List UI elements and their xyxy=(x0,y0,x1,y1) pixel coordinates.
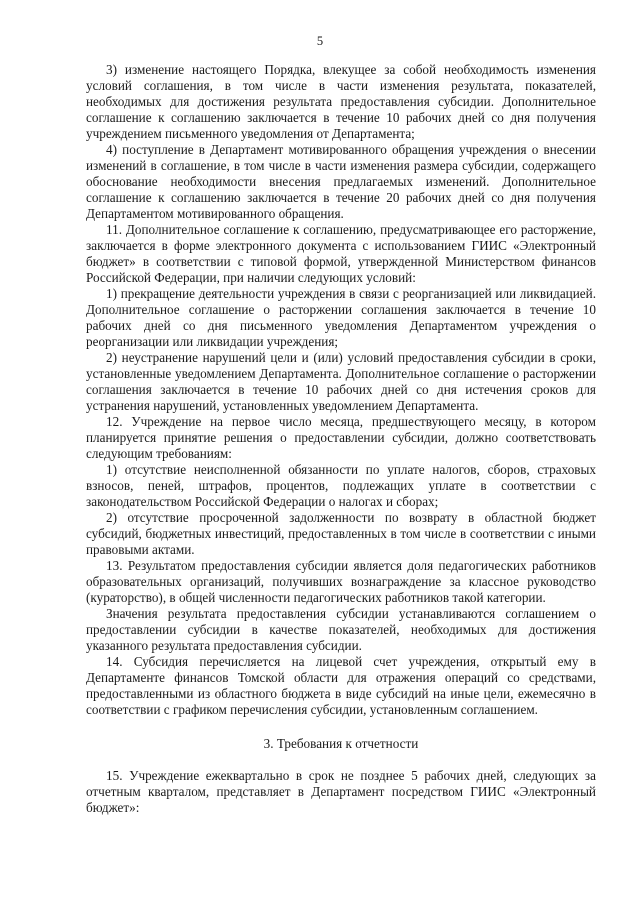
section-heading-reporting: 3. Требования к отчетности xyxy=(263,736,419,751)
page-number: 5 xyxy=(316,34,324,48)
document-body xyxy=(86,62,596,816)
paragraph-requirement-debt: 2) отсутствие просроченной задолженности по возврату в областной бюджет субсидий, бюджетных инвестиций, предоставленных в том числе в соответствии с иными правовыми актами. xyxy=(86,510,596,557)
paragraph-amendment-request: 4) поступление в Департамент мотивированного обращения учреждения о внесении изменений в соглашение, в том числе в части изменения размера субсидии, содержащего обоснование необходимости внесения предлагаемых изменений. Дополнительное соглашение к соглашению заключается в течение 20 рабочих дней со дня получения Департаментом мотивированного обращения. xyxy=(86,142,596,221)
paragraph-clause-15: 15. Учреждение ежеквартально в срок не позднее 5 рабочих дней, следующих за отчетным кварталом, представляет в Департамент посредством ГИИС «Электронный бюджет»: xyxy=(86,768,596,815)
paragraph-clause-14: 14. Субсидия перечисляется на лицевой счет учреждения, открытый ему в Департаменте финансов Томской области для отражения операций со средствами, предоставленными из областного бюджета в виде субсидий на иные цели, ежемесячно в соответствии с графиком перечисления субсидии, установленным соглашением. xyxy=(86,654,596,717)
paragraph-requirement-taxes: 1) отсутствие неисполненной обязанности по уплате налогов, сборов, страховых взносов, пеней, штрафов, процентов, подлежащих уплате в соответствии с законодательством Российской Федерации о налогах и сборах; xyxy=(86,462,596,509)
paragraph-result-values: Значения результата предоставления субсидии устанавливаются соглашением о предоставлении субсидии в качестве показателей, необходимых для достижения указанного результата предоставления субсидии. xyxy=(86,606,596,653)
paragraph-termination-violations: 2) неустранение нарушений цели и (или) условий предоставления субсидии в сроки, установленные уведомлением Департамента. Дополнительное соглашение о расторжении соглашения заключается в течение 10 рабочих дней со дня истечения сроков для устранения нарушений, установленных уведомлением Департамента. xyxy=(86,350,596,413)
paragraph-clause-13: 13. Результатом предоставления субсидии является доля педагогических работников образовательных организаций, получивших вознаграждение за классное руководство (кураторство), в общей численности педагогических работников такой категории. xyxy=(86,558,596,605)
paragraph-termination-reorganization: 1) прекращение деятельности учреждения в связи с реорганизацией или ликвидацией. Дополнительное соглашение о расторжении соглашения заключается в течение 10 рабочих дней со дня письменного уведомления Департаментом учреждения о реорганизации или ликвидации учреждения; xyxy=(86,286,596,349)
paragraph-clause-11: 11. Дополнительное соглашение к соглашению, предусматривающее его расторжение, заключается в форме электронного документа с использованием ГИИС «Электронный бюджет» в соответствии с типовой формой, утвержденной Министерством финансов Российской Федерации, при наличии следующих условий: xyxy=(86,222,596,285)
paragraph-clause-12: 12. Учреждение на первое число месяца, предшествующего месяцу, в котором планируется принятие решения о предоставлении субсидии, должно соответствовать следующим требованиям: xyxy=(86,414,596,461)
paragraph-amendment-procedure: 3) изменение настоящего Порядка, влекущее за собой необходимость изменения условий соглашения, в том числе в части изменения результата, показателей, необходимых для достижения результата предоставления субсидии. Дополнительное соглашение к соглашению заключается в течение 10 рабочих дней со дня получения учреждением письменного уведомления от Департамента; xyxy=(86,62,596,141)
